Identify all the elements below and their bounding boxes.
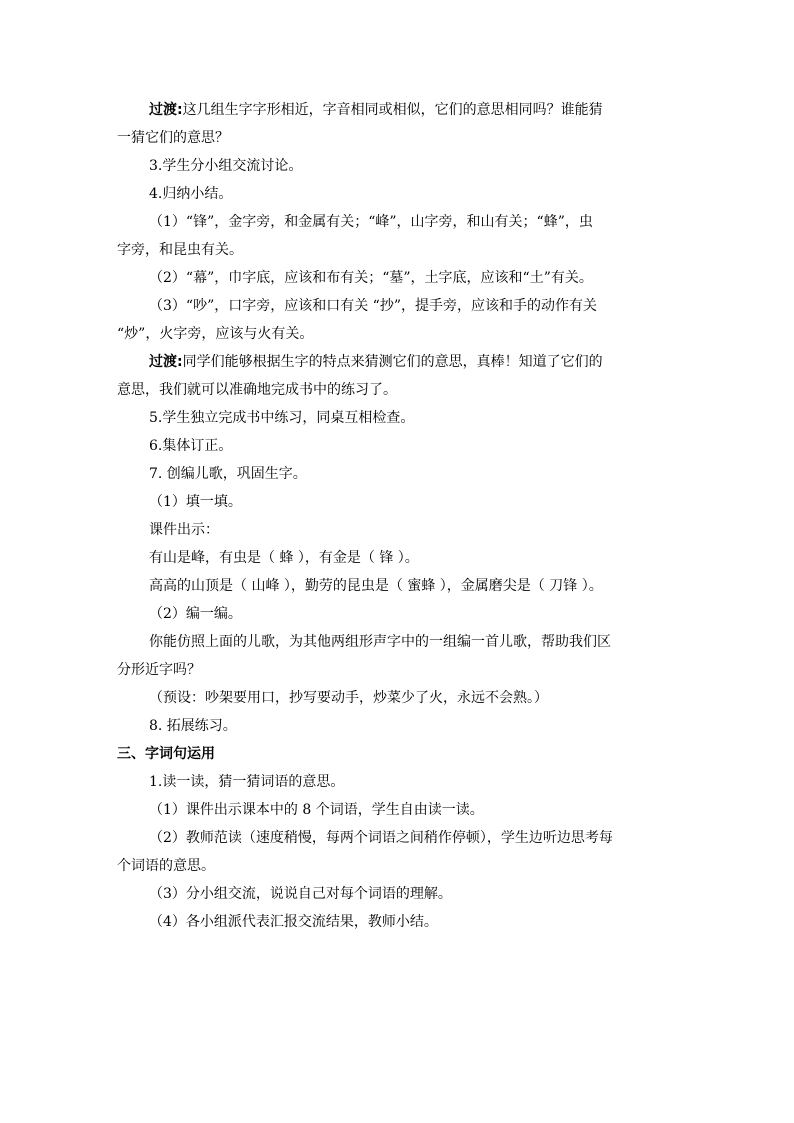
preset-answer: （预设：吵架要用口，抄写要动手，炒菜少了火，永远不会熟。） bbox=[149, 690, 548, 706]
sub-step-compose: （2）编一编。 bbox=[149, 606, 242, 622]
step-7: 7. 创编儿歌，巩固生字。 bbox=[149, 466, 307, 482]
transition-label: 过渡: bbox=[149, 354, 183, 370]
step-3: 3.学生分小组交流讨论。 bbox=[149, 158, 303, 174]
activity-1: 1.读一读，猜一猜词语的意思。 bbox=[149, 774, 345, 790]
paragraph-text: 这几组生字字形相近，字音相同或相似，它们的意思相同吗？谁能猜 bbox=[182, 102, 603, 118]
step-4: 4.归纳小结。 bbox=[149, 186, 233, 202]
rhyme-line-1: 有山是峰，有虫是（ 蜂 ），有金是（ 锋 ）。 bbox=[149, 550, 419, 566]
activity-1-step-3: （3）分小组交流，说说自己对每个词语的理解。 bbox=[149, 886, 452, 902]
paragraph-continuation: 意思，我们就可以准确地完成书中的练习了。 bbox=[117, 382, 397, 398]
summary-item-3: （3）“吵”，口字旁，应该和口有关 “抄”，提手旁，应该和手的动作有关 bbox=[149, 298, 597, 314]
activity-1-step-1: （1）课件出示课本中的 8 个词语，学生自由读一读。 bbox=[149, 802, 484, 818]
paragraph-continuation: 一猜它们的意思？ bbox=[117, 130, 229, 146]
rhyme-line-2: 高高的山顶是（ 山峰 ），勤劳的昆虫是（ 蜜蜂 ），金属磨尖是（ 刀锋 ）。 bbox=[149, 578, 603, 594]
compose-question: 你能仿照上面的儿歌，为其他两组形声字中的一组编一首儿歌，帮助我们区 bbox=[149, 634, 611, 650]
summary-item-3-continuation: “炒”，火字旁，应该与火有关。 bbox=[117, 326, 314, 342]
summary-item-2: （2）“幕”，巾字底，应该和布有关；“墓”，土字底，应该和“土”有关。 bbox=[149, 270, 593, 286]
section-heading: 三、字词句运用 bbox=[117, 746, 215, 762]
step-6: 6.集体订正。 bbox=[149, 438, 233, 454]
transition-label: 过渡: bbox=[149, 102, 183, 118]
step-5: 5.学生独立完成书中练习，同桌互相检查。 bbox=[149, 410, 415, 426]
transition-paragraph-2 bbox=[117, 348, 677, 376]
summary-item-1: （1）“锋”，金字旁，和金属有关；“峰”，山字旁，和山有关；“蜂”，虫 bbox=[149, 214, 593, 230]
activity-1-step-4: （4）各小组派代表汇报交流结果，教师小结。 bbox=[149, 914, 438, 930]
summary-item-1-continuation: 字旁，和昆虫有关。 bbox=[117, 242, 243, 258]
activity-1-step-2-continuation: 个词语的意思。 bbox=[117, 858, 215, 874]
sub-step-fill: （1）填一填。 bbox=[149, 494, 242, 510]
transition-paragraph-1 bbox=[117, 96, 677, 124]
activity-1-step-2: （2）教师范读（速度稍慢，每两个词语之间稍作停顿），学生边听边思考每 bbox=[149, 830, 613, 846]
compose-question-continuation: 分形近字吗？ bbox=[117, 662, 201, 678]
document-body bbox=[117, 96, 677, 936]
paragraph-text: 同学们能够根据生字的特点来猜测它们的意思，真棒！知道了它们的 bbox=[182, 354, 603, 370]
step-8: 8. 拓展练习。 bbox=[149, 718, 237, 734]
slide-label: 课件出示： bbox=[149, 522, 219, 538]
